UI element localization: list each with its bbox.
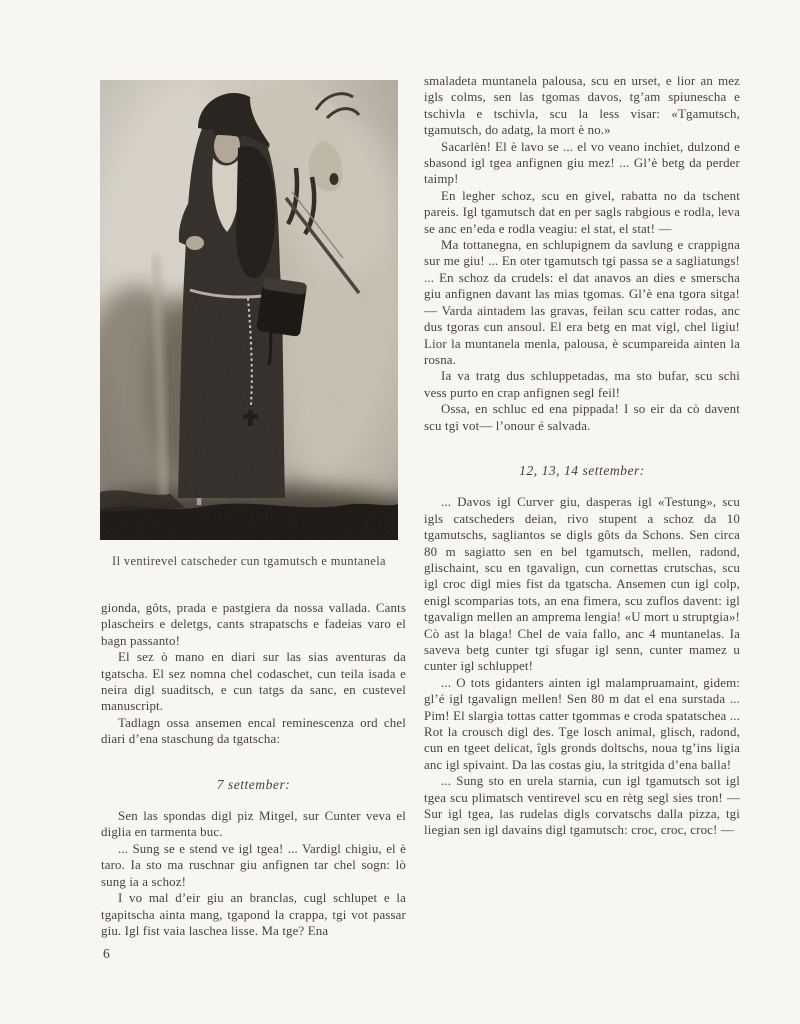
paragraph: Sacarlèn! El è lavo se ... el vo veano inchiet, dulzond e sbasond igl tgea anfignen giu mez! ... Gl’è betg da perder taimp!	[424, 139, 740, 187]
paragraph: ... Sung sto en urela starnia, cun igl tgamutsch sot igl tgea scu plimatsch ventirevel scu en rètg segl sies tron! — Sur igl tgea, las rudelas digls corvatschs dalla pizza, tgi liegian sen igl davains digl tgamutsch: croc, croc, croc! —	[424, 774, 740, 838]
paragraph: Ia va tratg dus schluppetadas, ma sto bufar, scu schi vess purto en crap anfignen segl feil!	[424, 369, 740, 400]
paragraph: En legher schoz, scu en givel, rabatta no da tschent pareis. Igl tgamutsch dat en per sagls rabgious e rodla, leva se anc en’eda e rodla veagiu: el stat, el stat! —	[424, 188, 740, 236]
paragraph: Sen las spondas digl piz Mitgel, sur Cunter veva el diglia en tarmenta buc.	[101, 809, 406, 840]
right-text-column	[424, 73, 740, 839]
paragraph: Ossa, en schluc ed ena pippada! I so eir da cò davent scu tgi vot— l’onour é salvada.	[424, 402, 740, 433]
photo-hunter-with-chamois	[100, 80, 398, 540]
hunter-photo-art	[100, 80, 398, 540]
photo-caption: Il ventirevel catscheder cun tgamutsch e muntanela	[112, 554, 386, 568]
paragraph: gionda, gôts, prada e pastgiera da nossa vallada. Cants plascheirs e deletgs, cants strapatschs e fadeias varo el bagn passanto!	[101, 601, 406, 648]
paragraph: El sez ò mano en diari sur las sias aventuras da tgatscha. El sez nomna chel codaschet, cun teila isada e neira digl suaditsch, e cun tatgs da sanc, en custevel manuscript.	[101, 650, 406, 714]
page-number: 6	[103, 946, 110, 961]
paragraph: Tadlagn ossa ansemen encal reminescenza ord chel diari d’ena staschung da tgatscha:	[101, 715, 406, 747]
paragraph: I vo mal d’eir giu an branclas, cugl schlupet e la tgapitscha ainta mang, tgapond la crappa, tgi vot passar giu. Igl fist vaia laschea lisse. Ma tge? Ena	[101, 891, 406, 938]
paragraph: ... O tots gidanters ainten igl malampruamaint, gidem: gl’é igl tgavalign mellen! Sen 80 m dat el ena surstada ... Pim! El slargia tottas catter tgommas e croda spatatschea ... Rot la crousch digl des. Tge losch animal, glisch, radond, cun en tgeet delicat, îgls gronds doltschs, noua tg’ins ligia anc igl spivaint. Da las costas giu, la stritgida d’ena balla!	[424, 675, 740, 772]
left-text-column	[101, 600, 406, 939]
diary-date-heading-7-september: 7 settember:	[216, 776, 291, 792]
paragraph: smaladeta muntanela palousa, scu en urset, e lior an mez igls colms, sen las tgomas davos, tg’am spiunescha e tschivla e tschivla, scu la less visar: «Tgamutsch, tgamutsch, do adatg, la mort è no.»	[424, 74, 740, 138]
paragraph: ... Sung se e stend ve igl tgea! ... Vardigl chigiu, el è taro. Ia sto ma ruschnar giu anfignen tar chel sogn: lò sung ia a schoz!	[101, 841, 406, 889]
diary-date-heading-12-13-14-september: 12, 13, 14 settember:	[519, 462, 645, 478]
paragraph: ... Davos igl Curver giu, dasperas igl «Testung», scu igls catscheders deian, rivo stupent a schoz da 10 tgamutschs, sagliantos se digls gôts da Schons. Sen circa 80 m sagiatto sen en bel tgamutsch, mellen, radond, glischaint, scu en tgavalign, cun cornettas crutschas, scu igl croc digl mies fist da tgatscha. Ansemen cun igl colp, enigl scomparias tots, an ena fimera, scu zuflos davent: igl tgavalign mellen an amprema lengia! «U mort u struptgia»! Cò ast la blaga! Chel de vaia fallo, anc 4 muntanelas. Ia saveva betg cunter tgi sfugar igl senn, cunter mamez u cunter igl schluppet!	[424, 495, 740, 674]
paragraph: Ma tottanegna, en schlupignem da savlung e crappigna sur me giu! ... En oter tgamutsch tgi passa se a sagliatungs! ... En schoz da crudels: el dat anavos an dies e smerscha giu anfignen davant las mias tgomas. Gl’è ena tgora sitga! — Varda aintadem las gravas, feilan scu catter rodas, anc dus tgoras cun ansoul. El era betg en mat vigl, chel ligiu! Lior la muntanela menla, palousa, è scumpareida ainten la rosna.	[424, 238, 740, 367]
